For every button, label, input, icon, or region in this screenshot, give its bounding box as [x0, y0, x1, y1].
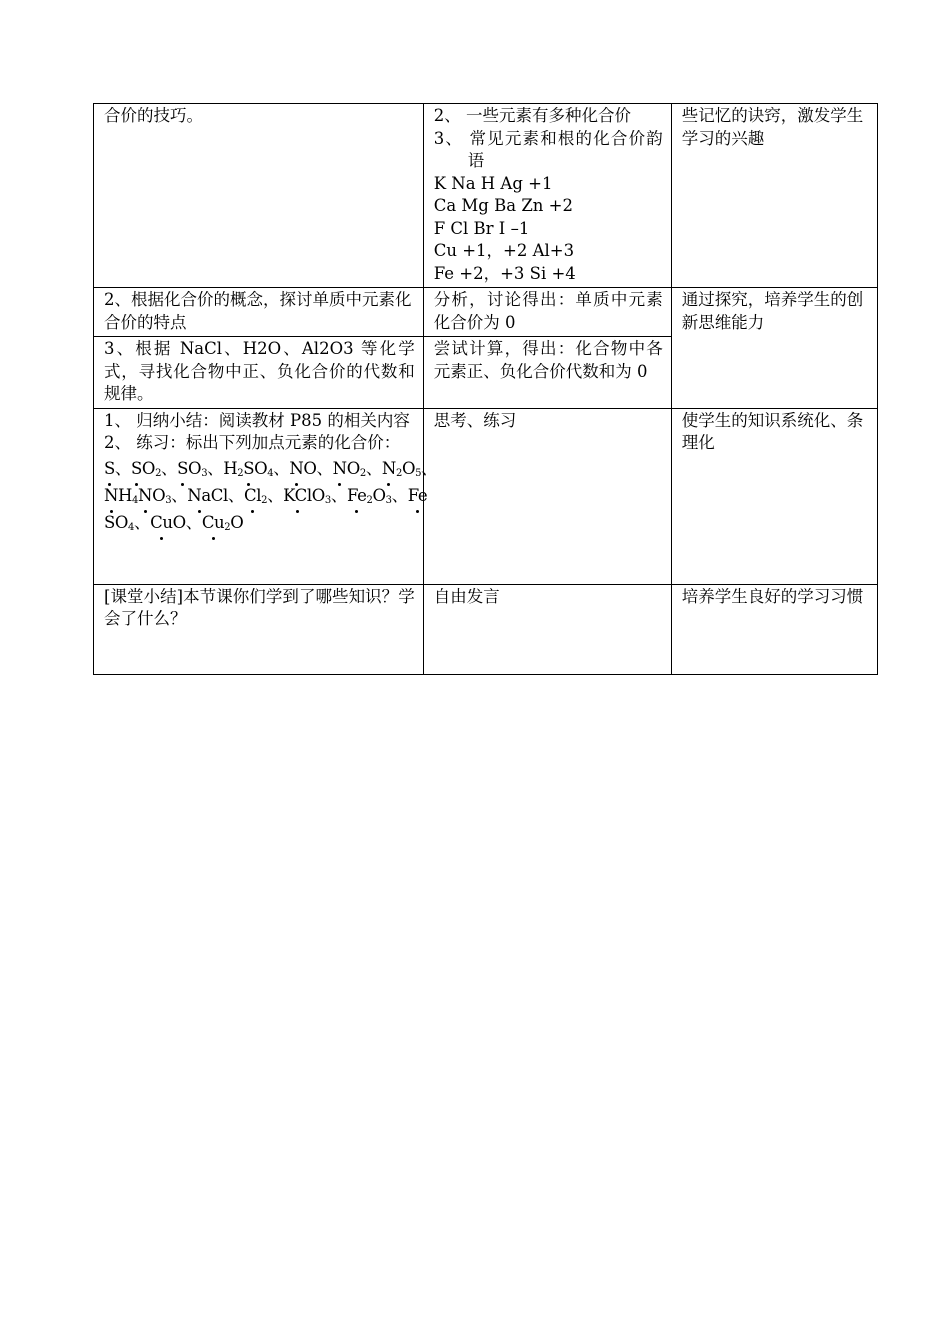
formula-part	[289, 459, 316, 478]
formula-part: H	[223, 458, 238, 478]
cell-text: 使学生的知识系统化、条理化	[681, 410, 864, 452]
formula-part	[243, 459, 267, 478]
dotted-element: S	[243, 455, 254, 482]
separator: 、	[114, 458, 132, 478]
valence-rhyme-line: K Na H Ag +1	[433, 173, 553, 193]
list-item: 2、 一些元素有多种化合价	[433, 106, 631, 125]
valence-rhyme-line: Fe +2，+3 Si +4	[433, 263, 576, 283]
teacher-activity-cell	[94, 337, 424, 409]
lesson-plan-table	[93, 103, 878, 675]
teacher-activity-cell	[94, 584, 424, 674]
dotted-element: N	[333, 455, 347, 482]
student-activity-cell	[423, 104, 671, 288]
design-intent-cell	[671, 288, 877, 409]
formula-rest: H	[118, 485, 133, 505]
subscript: 3	[385, 494, 392, 506]
formula-part	[347, 486, 367, 505]
list-item: 3、 常见元素和根的化合价韵语	[433, 128, 663, 170]
student-activity-cell	[423, 337, 671, 409]
formula-part	[104, 459, 115, 478]
teacher-activity-cell	[94, 288, 424, 337]
subscript: 2	[224, 521, 231, 533]
valence-rhyme-line: Cu +1，+2 Al+3	[433, 241, 575, 260]
separator: 、	[185, 512, 202, 532]
subscript: 4	[128, 521, 134, 533]
formula-rest: O	[254, 458, 268, 478]
separator: 、	[267, 485, 284, 505]
subscript: 3	[165, 494, 172, 506]
subscript: 4	[267, 467, 274, 479]
formula-part: SO	[104, 512, 129, 532]
chemical-formulas	[104, 455, 438, 536]
formula-part	[131, 459, 155, 478]
dotted-element: N	[382, 455, 396, 482]
cell-text: 通过探究，培养学生的创新思维能力	[681, 290, 864, 332]
list-item: 2、 练习：标出下列加点元素的化合价：	[104, 433, 401, 452]
formula-part	[150, 513, 186, 532]
formula-part: O	[372, 485, 386, 505]
subscript: 2	[366, 494, 373, 506]
separator: 、	[316, 458, 333, 478]
design-intent-cell	[671, 408, 877, 584]
formula-part	[187, 486, 228, 505]
formula-part	[283, 486, 325, 505]
formula-part	[138, 486, 165, 505]
formula-part	[382, 459, 396, 478]
cell-text: 合价的技巧。	[104, 106, 203, 125]
separator: 、	[421, 458, 438, 478]
formula-part	[177, 459, 201, 478]
dotted-element: KCl	[283, 482, 312, 509]
dotted-element: Cu	[150, 509, 172, 536]
cell-text: 分析，讨论得出：单质中元素化合价为 0	[433, 290, 663, 332]
formula-rest: O	[172, 512, 186, 532]
subscript: 3	[324, 494, 331, 506]
separator: 、	[227, 485, 244, 505]
subscript: 2	[261, 494, 268, 506]
valence-rhyme-line: F Cl Br I –1	[433, 218, 530, 238]
formula-rest: O	[311, 485, 325, 505]
dotted-element: N	[104, 482, 118, 509]
subscript: 4	[132, 494, 139, 506]
separator: 、	[207, 458, 224, 478]
separator: 、	[391, 485, 408, 505]
formula-rest: O	[141, 458, 156, 478]
student-activity-cell	[423, 408, 671, 584]
separator: 、	[134, 512, 151, 532]
subscript: 2	[155, 467, 162, 479]
table-row	[94, 104, 878, 288]
formula-rest: Cl	[210, 485, 228, 505]
dotted-element: S	[131, 455, 142, 482]
subscript: 2	[395, 467, 402, 479]
list-item: 1、 归纳小结：阅读教材 P85 的相关内容	[104, 410, 410, 430]
formula-part: O	[401, 458, 416, 478]
design-intent-cell	[671, 104, 877, 288]
separator: 、	[365, 458, 382, 478]
formula-part	[408, 486, 428, 505]
separator: 、	[161, 458, 178, 478]
formula-rest: O	[152, 485, 166, 505]
formula-line	[104, 509, 415, 536]
formula-part	[333, 459, 360, 478]
valence-rhyme-line: Ca Mg Ba Zn +2	[433, 196, 573, 215]
cell-text: 思考、练习	[433, 410, 517, 430]
dotted-element: Na	[187, 482, 210, 509]
cell-text: 培养学生良好的学习习惯	[681, 586, 864, 606]
subscript: 2	[237, 467, 244, 479]
design-intent-cell	[671, 584, 877, 674]
dotted-element: S	[177, 455, 188, 482]
subscript: 5	[415, 467, 422, 479]
separator: 、	[330, 485, 347, 505]
subscript: 3	[201, 467, 208, 479]
formula-rest: O	[188, 458, 202, 478]
dotted-element: Cu	[202, 509, 224, 536]
formula-rest: O	[346, 458, 360, 478]
formula-part	[244, 486, 261, 505]
separator: 、	[273, 458, 290, 478]
student-activity-cell	[423, 288, 671, 337]
formula-part	[202, 513, 224, 532]
dotted-element: Fe	[408, 482, 428, 509]
cell-text: 尝试计算，得出：化合物中各元素正、负化合价代数和为 0	[433, 339, 663, 381]
formula-part	[104, 486, 132, 505]
formula-line	[104, 482, 428, 509]
cell-text: 自由发言	[433, 586, 500, 606]
separator: 、	[171, 485, 188, 505]
cell-text: 2、根据化合价的概念，探讨单质中元素化合价的特点	[104, 290, 412, 332]
formula-line	[104, 455, 438, 482]
dotted-element: N	[138, 482, 152, 509]
dotted-element: N	[289, 455, 303, 482]
dotted-element: Fe	[347, 482, 367, 509]
student-activity-cell	[423, 584, 671, 674]
cell-text: [课堂小结]本节课你们学到了哪些知识？学会了什么？	[104, 586, 415, 628]
teacher-activity-cell	[94, 408, 438, 584]
formula-part: O	[230, 512, 244, 532]
table-row	[94, 288, 878, 337]
dotted-element: S	[104, 455, 115, 482]
teacher-activity-cell	[94, 104, 424, 288]
subscript: 2	[359, 467, 366, 479]
table-row	[94, 584, 878, 674]
cell-text: 些记忆的诀窍，激发学生学习的兴趣	[681, 106, 864, 148]
formula-rest: O	[303, 458, 317, 478]
dotted-element: Cl	[244, 482, 261, 509]
cell-text: 3、根据 NaCl、H2O、Al2O3 等化学式，寻找化合物中正、负化合价的代数和规律。	[104, 339, 415, 403]
table-row	[94, 408, 878, 584]
